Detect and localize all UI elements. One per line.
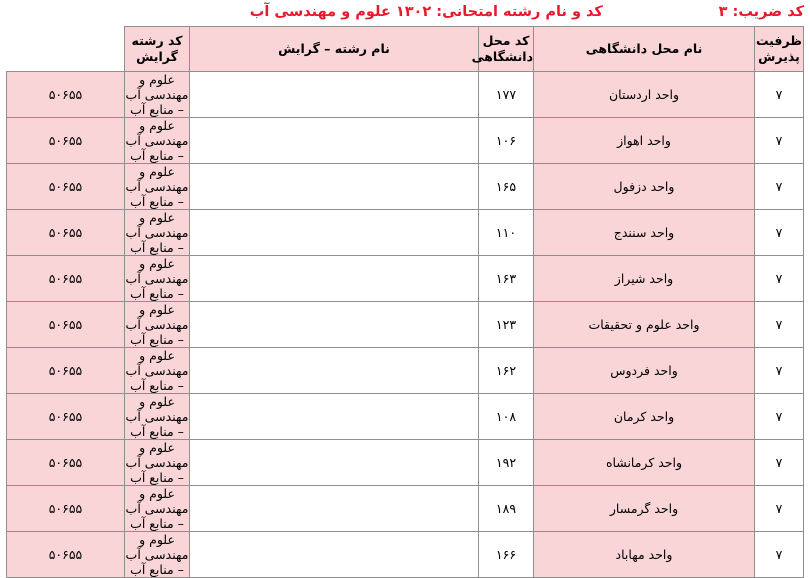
cell-branch-name-spacer bbox=[190, 440, 479, 486]
cell-place-code: ۱۱۰ bbox=[479, 210, 534, 256]
cell-branch-name: علوم و مهندسی آب – منابع آب bbox=[125, 394, 189, 439]
cell-branch-name-spacer bbox=[190, 164, 479, 210]
cell-branch-name: علوم و مهندسی آب – منابع آب bbox=[125, 164, 189, 209]
cell-place-code: ۱۹۲ bbox=[479, 440, 534, 486]
cell-branch-code: ۵۰۶۵۵ bbox=[7, 302, 125, 348]
column-header-place-name: نام محل دانشگاهی bbox=[534, 27, 755, 72]
cell-branch-name: علوم و مهندسی آب – منابع آب bbox=[125, 302, 189, 347]
column-header-branch-code-line2: گرایش bbox=[136, 49, 178, 64]
cell-place-name: واحد شیراز bbox=[534, 256, 755, 302]
exam-field-title: کد و نام رشته امتحانی: ۱۳۰۲ علوم و مهندسی آب bbox=[249, 4, 603, 20]
cell-branch-name: علوم و مهندسی آب – منابع آب bbox=[125, 440, 189, 485]
cell-place-code: ۱۶۳ bbox=[479, 256, 534, 302]
cell-branch-code: ۵۰۶۵۵ bbox=[7, 440, 125, 486]
table-row bbox=[7, 210, 804, 256]
table-row bbox=[7, 486, 804, 532]
cell-branch-name-spacer bbox=[190, 210, 479, 256]
coefficient-code-label: کد ضریب: ۳ bbox=[718, 4, 804, 20]
cell-capacity: ۷ bbox=[755, 164, 804, 210]
column-header-capacity bbox=[755, 27, 804, 72]
cell-branch-code: ۵۰۶۵۵ bbox=[7, 210, 125, 256]
cell-capacity: ۷ bbox=[755, 348, 804, 394]
table-row bbox=[7, 440, 804, 486]
cell-branch-name: علوم و مهندسی آب – منابع آب bbox=[125, 210, 189, 255]
column-header-place-code-line2: دانشگاهی bbox=[471, 49, 533, 64]
cell-place-code: ۱۰۸ bbox=[479, 394, 534, 440]
cell-branch-name-spacer bbox=[190, 302, 479, 348]
column-header-capacity-line2: پذیرش bbox=[758, 49, 800, 64]
column-header-branch-name: نام رشته – گرایش bbox=[190, 27, 479, 72]
cell-capacity: ۷ bbox=[755, 72, 804, 118]
cell-branch-name-spacer bbox=[190, 256, 479, 302]
table-row bbox=[7, 302, 804, 348]
cell-place-code: ۱۰۶ bbox=[479, 118, 534, 164]
cell-branch-name: علوم و مهندسی آب – منابع آب bbox=[125, 118, 189, 163]
table-row bbox=[7, 118, 804, 164]
cell-place-name: واحد فردوس bbox=[534, 348, 755, 394]
column-header-capacity-line1: ظرفیت bbox=[755, 32, 803, 48]
cell-branch-name: علوم و مهندسی آب – منابع آب bbox=[125, 348, 189, 393]
cell-capacity: ۷ bbox=[755, 394, 804, 440]
cell-branch-name-spacer bbox=[190, 118, 479, 164]
cell-capacity: ۷ bbox=[755, 440, 804, 486]
cell-capacity: ۷ bbox=[755, 486, 804, 532]
table-header bbox=[7, 27, 804, 72]
table-row bbox=[7, 532, 804, 578]
table-row bbox=[7, 394, 804, 440]
cell-place-name: واحد سنندج bbox=[534, 210, 755, 256]
cell-place-code: ۱۶۵ bbox=[479, 164, 534, 210]
cell-place-name: واحد مهاباد bbox=[534, 532, 755, 578]
cell-branch-code: ۵۰۶۵۵ bbox=[7, 532, 125, 578]
table-row bbox=[7, 348, 804, 394]
cell-place-code: ۱۸۹ bbox=[479, 486, 534, 532]
cell-branch-code: ۵۰۶۵۵ bbox=[7, 118, 125, 164]
table-row bbox=[7, 164, 804, 210]
cell-capacity: ۷ bbox=[755, 302, 804, 348]
cell-branch-name: علوم و مهندسی آب – منابع آب bbox=[125, 486, 189, 531]
table-row bbox=[7, 72, 804, 118]
cell-branch-name: علوم و مهندسی آب – منابع آب bbox=[125, 532, 189, 577]
column-header-branch-code bbox=[125, 27, 190, 72]
table-row bbox=[7, 256, 804, 302]
cell-branch-name-spacer bbox=[190, 532, 479, 578]
cell-branch-name-spacer bbox=[190, 394, 479, 440]
cell-branch-code: ۵۰۶۵۵ bbox=[7, 348, 125, 394]
cell-place-code: ۱۶۶ bbox=[479, 532, 534, 578]
admissions-table bbox=[6, 26, 804, 578]
table-body bbox=[7, 72, 804, 578]
table-header-row bbox=[7, 27, 804, 72]
cell-place-name: واحد اهواز bbox=[534, 118, 755, 164]
cell-branch-code: ۵۰۶۵۵ bbox=[7, 164, 125, 210]
cell-place-name: واحد گرمسار bbox=[534, 486, 755, 532]
cell-place-code: ۱۶۲ bbox=[479, 348, 534, 394]
cell-branch-code: ۵۰۶۵۵ bbox=[7, 486, 125, 532]
cell-branch-name-spacer bbox=[190, 72, 479, 118]
cell-capacity: ۷ bbox=[755, 118, 804, 164]
cell-capacity: ۷ bbox=[755, 256, 804, 302]
cell-place-code: ۱۷۷ bbox=[479, 72, 534, 118]
cell-place-name: واحد کرمان bbox=[534, 394, 755, 440]
cell-branch-name-spacer bbox=[190, 348, 479, 394]
cell-place-name: واحد اردستان bbox=[534, 72, 755, 118]
cell-place-name: واحد علوم و تحقیقات bbox=[534, 302, 755, 348]
cell-place-name: واحد دزفول bbox=[534, 164, 755, 210]
cell-branch-code: ۵۰۶۵۵ bbox=[7, 394, 125, 440]
document-header bbox=[0, 0, 810, 26]
cell-capacity: ۷ bbox=[755, 532, 804, 578]
cell-branch-name: علوم و مهندسی آب – منابع آب bbox=[125, 72, 189, 117]
cell-branch-name-spacer bbox=[190, 486, 479, 532]
column-header-place-code-line1: کد محل bbox=[482, 32, 530, 48]
cell-place-code: ۱۲۳ bbox=[479, 302, 534, 348]
cell-capacity: ۷ bbox=[755, 210, 804, 256]
cell-place-name: واحد کرمانشاه bbox=[534, 440, 755, 486]
cell-branch-code: ۵۰۶۵۵ bbox=[7, 256, 125, 302]
cell-branch-code: ۵۰۶۵۵ bbox=[7, 72, 125, 118]
column-header-place-code bbox=[471, 27, 534, 72]
column-header-branch-code-line1: کد رشته bbox=[131, 32, 183, 48]
cell-branch-name: علوم و مهندسی آب – منابع آب bbox=[125, 256, 189, 301]
